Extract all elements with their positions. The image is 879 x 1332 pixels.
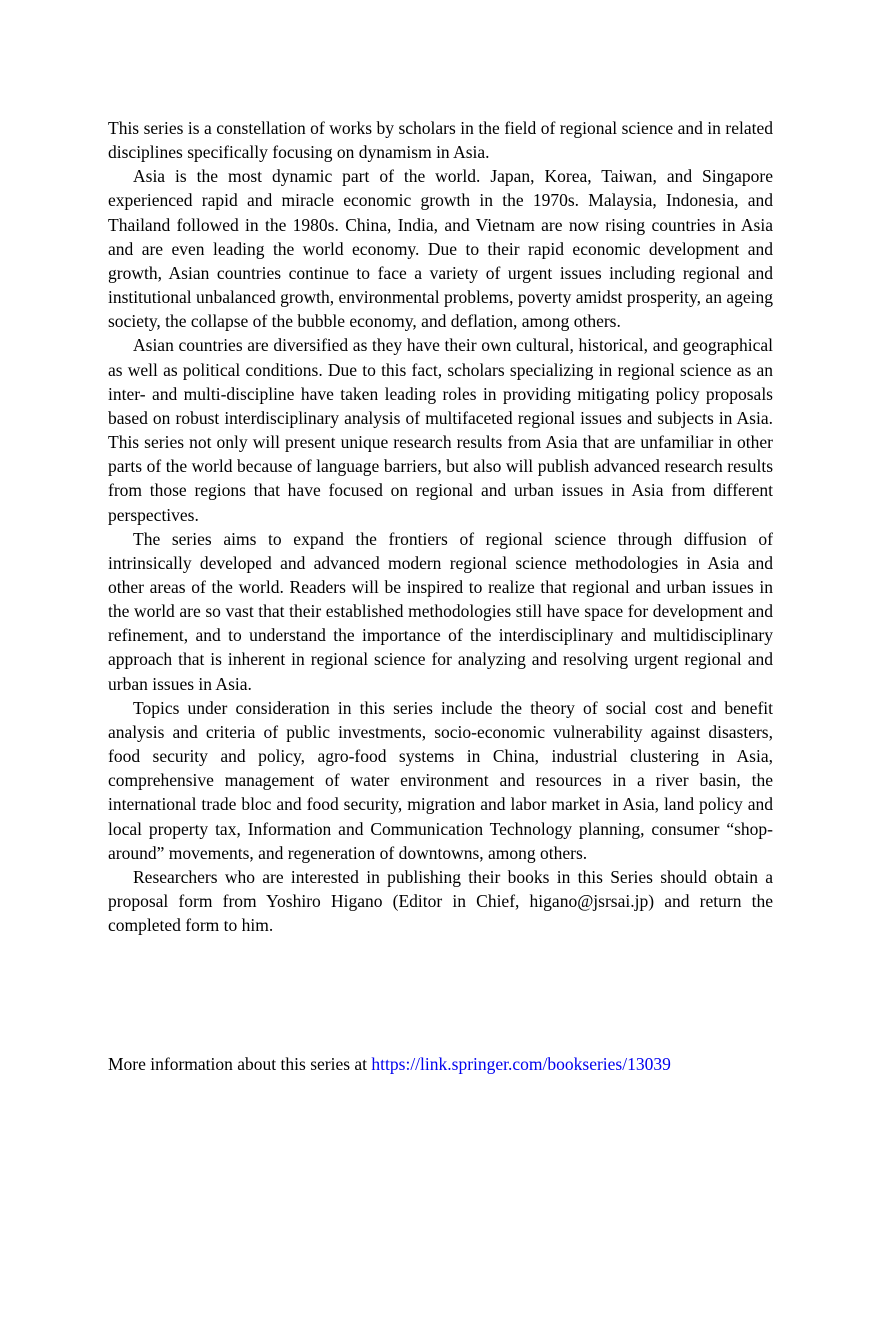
- paragraph-diversified: Asian countries are diversified as they have their own cultural, historical, and geographical as well as political conditions. Due to this fact, scholars specializing in regional science as an inter- and multi-discipline have taken leading roles in providing mitigating policy proposals based on robust interdisciplinary analysis of multifaceted regional issues and subjects in Asia. This series not only will present unique research results from Asia that are unfamiliar in other parts of the world because of language barriers, but also will publish advanced research results from those regions that have focused on regional and urban issues in Asia from different perspectives.: [108, 335, 773, 525]
- paragraph-series-aims: The series aims to expand the frontiers of regional science through diffusion of intrinsically developed and advanced modern regional science methodologies in Asia and other areas of the world. Readers will be inspired to realize that regional and urban issues in the world are so vast that their established methodologies still have space for development and refinement, and to understand the importance of the interdisciplinary and multidisciplinary approach that is inherent in regional science for analyzing and resolving urgent regional and urban issues in Asia.: [108, 528, 773, 694]
- paragraph-asia-dynamic: Asia is the most dynamic part of the world. Japan, Korea, Taiwan, and Singapore experienced rapid and miracle economic growth in the 1970s. Malaysia, Indonesia, and Thailand followed in the 1980s. China, India, and Vietnam are now rising countries in Asia and are even leading the world economy. Due to their rapid economic development and growth, Asian countries continue to face a variety of urgent issues including regional and institutional unbalanced growth, environmental problems, poverty amidst prosperity, an ageing society, the collapse of the bubble economy, and deflation, among others.: [108, 166, 773, 332]
- series-description: [108, 116, 773, 937]
- bookseries-link[interactable]: https://link.springer.com/bookseries/13039: [371, 1054, 671, 1074]
- paragraph-topics: Topics under consideration in this series include the theory of social cost and benefit analysis and criteria of public investments, socio-economic vulnerability against disasters, food security and policy, agro-food systems in China, industrial clustering in Asia, comprehensive management of water environment and resources in a river basin, the international trade bloc and food security, migration and labor market in Asia, land policy and local property tax, Information and Communication Technology planning, consumer “shop-around” movements, and regeneration of downtowns, among others.: [108, 697, 773, 863]
- footer-text: More information about this series at: [108, 1054, 372, 1074]
- paragraph-researchers: Researchers who are interested in publishing their books in this Series should obtain a proposal form from Yoshiro Higano (Editor in Chief, higano@jsrsai.jp) and return the completed form to him.: [108, 866, 773, 936]
- more-information-line: [108, 1052, 773, 1076]
- paragraph-intro: This series is a constellation of works by scholars in the field of regional science and in related disciplines specifically focusing on dynamism in Asia.: [108, 118, 773, 163]
